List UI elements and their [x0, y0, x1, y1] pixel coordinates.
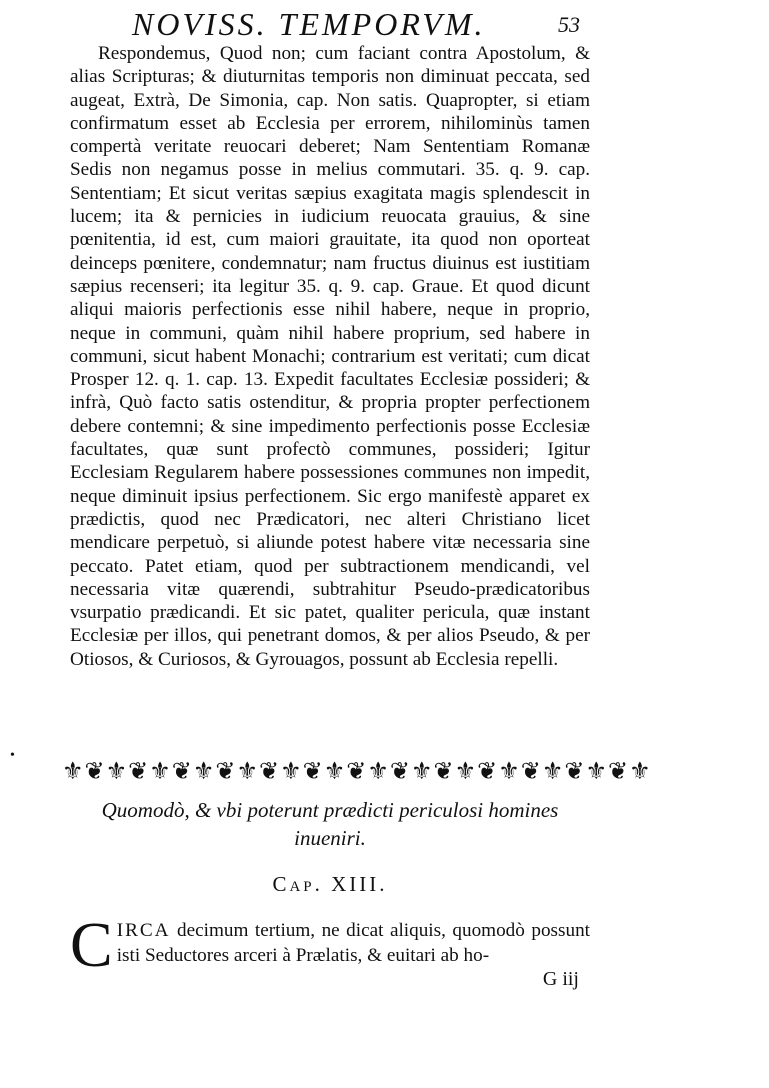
ornament-band: ⚜❦⚜❦⚜❦⚜❦⚜❦⚜❦⚜❦⚜❦⚜❦⚜❦⚜❦⚜❦⚜❦⚜ — [62, 759, 652, 785]
lead-word: IRCA — [116, 920, 171, 941]
chapter-title: Quomodò, & vbi poterunt prædicti periculosi homines inueniri. — [101, 798, 559, 850]
page-header — [110, 6, 580, 46]
signature-mark: G iij — [542, 968, 579, 990]
opening-text: decimum tertium, ne dicat aliquis, quomodò possunt isti Seductores arceri à Prælatis, & euitari ab ho- — [116, 920, 590, 966]
margin-mark: • — [10, 748, 15, 763]
drop-cap: C — [70, 909, 113, 980]
body-paragraph: Respondemus, Quod non; cum faciant contra Apostolum, & alias Scripturas; & diuturnitas temporis non diminuat peccata, sed augeat, Extrà, De Simonia, cap. Non satis. Quapropter, si etiam confirmatum esset ab Ecclesia per errorem, nihilominùs tamen compertà veritate reuocari deberet; Nam Sententiam Romanæ Sedis non negamus posse in melius commutari. 35. q. 9. cap. Sententiam; Et sicut veritas sæpius exagitata magis splendescit in lucem; ita & pernicies in iudicium reuocata grauius, & sine pœnitentia, id est, cum maiori grauitate, ita quod non oporteat deinceps pœnitere, condemnatur; nam fructus diuinus est iustitiam sæpius recenseri; ita legitur 35. q. 9. cap. Graue. Et quod dicunt aliqui maioris perfectionis esse nihil habere, neque in proprio, neque in communi, quàm nihil habere proprium, sed habere in communi, sicut habent Monachi; contrarium est veritati; cum dicat Prosper 12. q. 1. cap. 13. Expedit facultates Ecclesiæ possideri; & infrà, Quò facto satis ostenditur, & propria propter perfectionem debere contemni; & sine impedimento perfectionis posse Ecclesiæ facultates, quæ sunt profectò communes, possideri; Igitur Ecclesiam Regularem habere possessiones communes non impedit, neque diminuit ipsius perfectionem. Sic ergo manifestè apparet ex prædictis, quod nec Prædicatori, nec alteri Christiano licet mendicare perpetuò, si aliunde potest habere vitæ necessaria sine peccato. Patet etiam, quod per subtractionem mendicandi, vel necessaria vitæ quærendi, subtrahitur Pseudo-prædicatoribus vsurpatio prædicandi. Et sic patet, qualiter pericula, quæ instant Ecclesiæ per illos, qui penetrant domos, & per alios Pseudo, & per Otiosos, & Curiosos, & Gyrouagos, possunt ab Ecclesia repelli. — [70, 43, 590, 670]
running-head: NOVISS. TEMPORVM. — [132, 6, 486, 42]
body-text — [70, 42, 590, 671]
page-number: 53 — [558, 12, 580, 37]
chapter-label: Cap. XIII. — [272, 872, 388, 896]
